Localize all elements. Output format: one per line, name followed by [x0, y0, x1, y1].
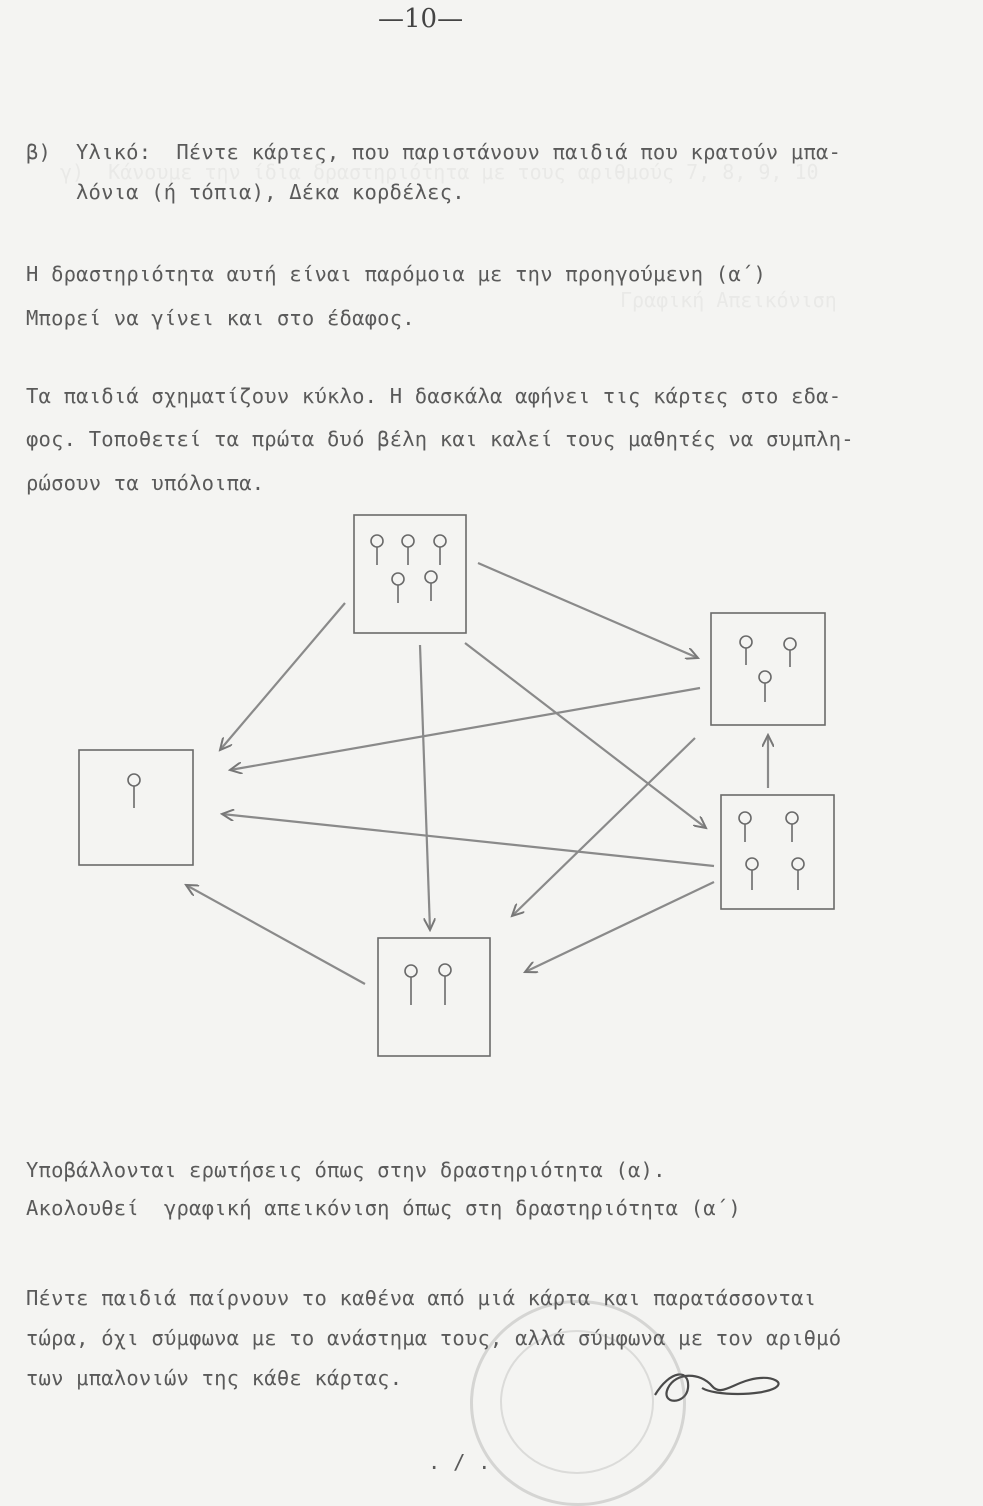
para2-line-1: Τα παιδιά σχηματίζουν κύκλο. Η δασκάλα αφήνει τις κάρτες στο εδα- [26, 384, 842, 408]
arrow-5-to-2 [420, 645, 430, 930]
para4-line-3: των μπαλονιών της κάθε κάρτας. [26, 1366, 403, 1390]
arrow-3-to-1 [230, 688, 700, 770]
para1-line-2: Μπορεί να γίνει και στο έδαφος. [26, 306, 415, 330]
page-number: —10— [378, 4, 464, 34]
para2-line-2: φος. Τοποθετεί τα πρώτα δυό βέλη και καλεί τους μαθητές να συμπλη- [26, 427, 854, 451]
section-label: β) [26, 140, 52, 164]
arrow-4-to-1 [222, 814, 714, 866]
card-2-balloons [378, 938, 490, 1056]
card-3-balloons [711, 613, 825, 725]
card-1-balloon [79, 750, 193, 865]
arrow-5-to-1 [220, 603, 345, 750]
faint-seal-inner-ring [500, 1330, 654, 1474]
card-4-balloons [721, 795, 834, 909]
materials-line-1: Υλικό: Πέντε κάρτες, που παριστάνουν παιδιά που κρατούν μπα- [76, 140, 842, 164]
materials-line-2: λόνια (ή τόπια), Δέκα κορδέλες. [76, 180, 465, 204]
arrow-5-to-4 [465, 643, 706, 828]
para2-line-3: ρώσουν τα υπόλοιπα. [26, 471, 265, 495]
arrow-3-to-2 [512, 738, 695, 916]
arrow-5-to-3 [478, 563, 698, 658]
arrow-4-to-2 [525, 882, 714, 972]
continuation-mark: . / . [428, 1450, 491, 1474]
para4-line-1: Πέντε παιδιά παίρνουν το καθένα από μιά κάρτα και παρατάσσονται [26, 1286, 817, 1310]
para3-line-2: Ακολουθεί γραφική απεικόνιση όπως στη δραστηριότητα (α΄) [26, 1196, 741, 1220]
card-5-balloons [354, 515, 466, 633]
document-page: γ) Κάνουμε την ίδια δραστηριότητα με τους αριθμούς 7, 8, 9, 10 Γραφική Απεικόνιση —10— β) Υλικό: Πέντε κάρτες, που παριστάνουν παιδιά που κρατούν μπα- λόνια (ή τόπια), Δέκα κορδέλες. Η δραστηριότητα αυτή είναι παρόμοια με την προηγούμενη (α΄) Μπορεί να γίνει και στο έδαφος. Τα παιδιά σχηματίζουν κύκλο. Η δασκάλα αφήνει τις κάρτες στο εδα- φος. Τοποθετεί τα πρώτα δυό βέλη και καλεί τους μαθητές να συμπλη- ρώσουν τα υπόλοιπα. Υποβάλλονται ερωτήσεις όπως στην δραστηριότητα (α). Ακολουθεί γραφική απεικόνιση όπως στη δραστηριότητα (α΄) Πέντε παιδιά παίρνουν το καθένα από μιά κάρτα και παρατάσσονται τώρα, όχι σύμφωνα με το ανάστημα τους, αλλά σύμφωνα με τον αριθμό των μπαλονιών της κάθε κάρτας. . / . [0, 0, 983, 1500]
para1-line-1: Η δραστηριότητα αυτή είναι παρόμοια με την προηγούμενη (α΄) [26, 262, 766, 286]
para4-line-2: τώρα, όχι σύμφωνα με το ανάστημα τους, αλλά σύμφωνα με τον αριθμό [26, 1326, 842, 1350]
arrow-2-to-1 [186, 885, 365, 984]
para3-line-1: Υποβάλλονται ερωτήσεις όπως στην δραστηριότητα (α). [26, 1158, 666, 1182]
